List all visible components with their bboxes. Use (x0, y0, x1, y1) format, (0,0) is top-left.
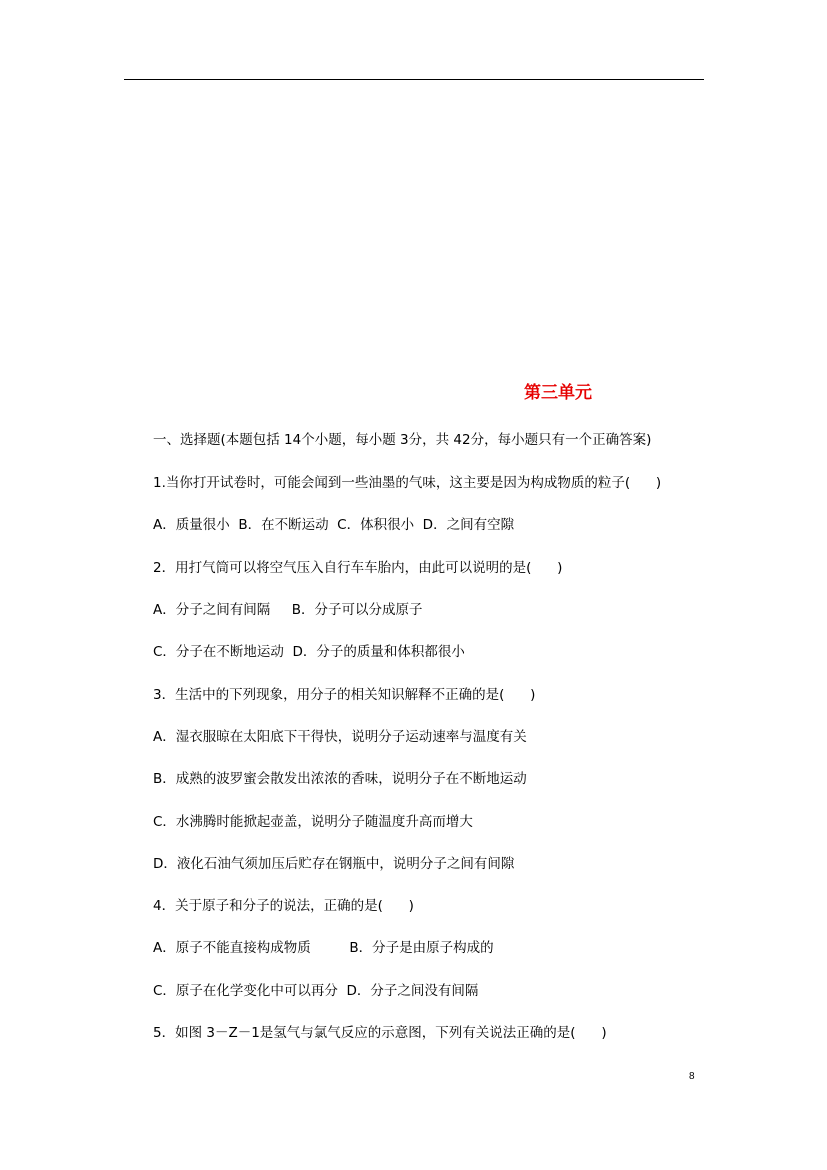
section-heading: 一、选择题(本题包括 14个小题，每小题 3分，共 42分，每小题只有一个正确答案) (153, 432, 652, 448)
question-4-options-c-d: C．原子在化学变化中可以再分 D．分子之间没有间隔 (153, 983, 479, 999)
question-2-options-a-b: A．分子之间有间隔 B．分子可以分成原子 (153, 602, 423, 618)
question-3-option-b: B．成熟的波罗蜜会散发出浓浓的香味，说明分子在不断地运动 (153, 771, 527, 787)
question-2-options-c-d: C．分子在不断地运动 D．分子的质量和体积都很小 (153, 644, 465, 660)
question-5-stem: 5．如图 3－Z－1是氢气与氯气反应的示意图，下列有关说法正确的是( ) (153, 1025, 607, 1041)
question-2-stem: 2．用打气筒可以将空气压入自行车车胎内，由此可以说明的是( ) (153, 560, 563, 576)
question-1-options: A．质量很小 B．在不断运动 C．体积很小 D．之间有空隙 (153, 517, 515, 533)
question-1-stem: 1.当你打开试卷时，可能会闻到一些油墨的气味，这主要是因为构成物质的粒子( ) (153, 475, 662, 491)
question-3-stem: 3．生活中的下列现象，用分子的相关知识解释不正确的是( ) (153, 687, 536, 703)
unit-title: 第三单元 (524, 383, 592, 403)
question-3-option-c: C．水沸腾时能掀起壶盖，说明分子随温度升高而增大 (153, 814, 473, 830)
page-number: 8 (689, 1071, 695, 1082)
question-4-stem: 4．关于原子和分子的说法，正确的是( ) (153, 898, 414, 914)
question-3-option-d: D．液化石油气须加压后贮存在钢瓶中，说明分子之间有间隙 (153, 856, 515, 872)
question-4-options-a-b: A．原子不能直接构成物质 B．分子是由原子构成的 (153, 940, 494, 956)
header-rule (124, 79, 704, 80)
question-3-option-a: A．湿衣服晾在太阳底下干得快，说明分子运动速率与温度有关 (153, 729, 527, 745)
